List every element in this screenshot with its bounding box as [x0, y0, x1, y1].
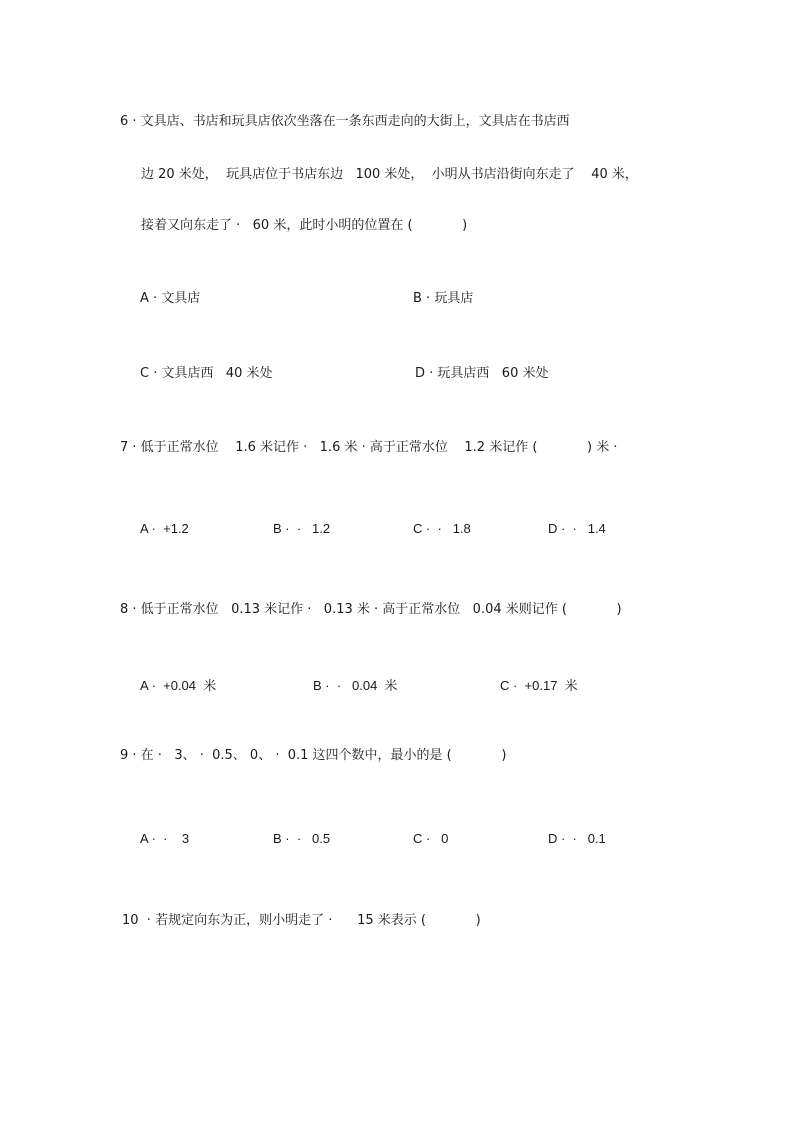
q9-option-c: C · 0 — [413, 831, 449, 846]
q7-option-c: C · · 1.8 — [413, 521, 471, 536]
q6-line1: 6 · 文具店、书店和玩具店依次坐落在一条东西走向的大街上，文具店在书店西 — [120, 114, 570, 129]
q6-option-c: C · 文具店西 40 米处 — [140, 366, 273, 381]
q8-option-c: C · +0.17 米 — [500, 678, 578, 693]
q8-option-b: B · · 0.04 米 — [313, 678, 398, 693]
q7-line1: 7 · 低于正常水位 1.6 米记作 · 1.6 米 · 高于正常水位 1.2 米记作 ( ) 米 · — [120, 440, 618, 455]
q8-line1: 8 · 低于正常水位 0.13 米记作 · 0.13 米 · 高于正常水位 0.04 米则记作 ( ) — [120, 602, 622, 617]
q6-option-a: A · 文具店 — [140, 291, 201, 306]
q6-line3: 接着又向东走了 · 60 米，此时小明的位置在 ( ) — [141, 218, 468, 233]
q6-option-b: B · 玩具店 — [413, 291, 474, 306]
q6-line2: 边 20 米处， 玩具店位于书店东边 100 米处， 小明从书店沿街向东走了 40 米， — [141, 167, 638, 182]
q9-option-b: B · · 0.5 — [273, 831, 331, 846]
q10-line1: 10 · 若规定向东为正，则小明走了 · 15 米表示 ( ) — [122, 913, 481, 928]
q7-option-a: A · +1.2 — [140, 521, 189, 536]
q7-option-d: D · · 1.4 — [548, 521, 606, 536]
q7-option-b: B · · 1.2 — [273, 521, 331, 536]
q9-option-d: D · · 0.1 — [548, 831, 606, 846]
q9-option-a: A · · 3 — [140, 831, 190, 846]
q6-option-d: D · 玩具店西 60 米处 — [415, 366, 549, 381]
q8-option-a: A · +0.04 米 — [140, 678, 217, 693]
q9-line1: 9 · 在 · 3、 · 0.5、 0、 · 0.1 这四个数中，最小的是 ( ) — [120, 748, 507, 763]
